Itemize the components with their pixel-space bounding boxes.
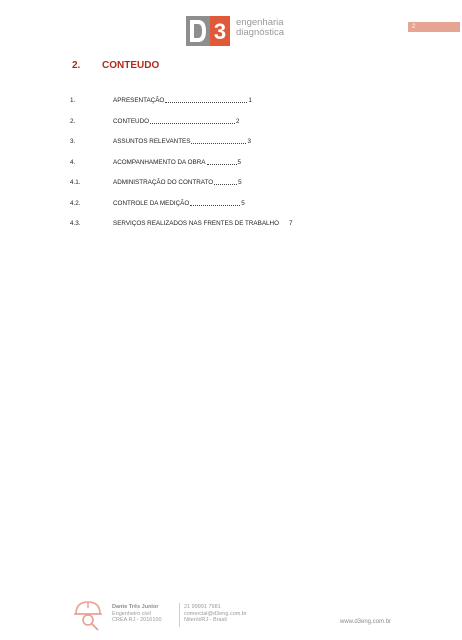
toc-entry[interactable] xyxy=(70,137,370,158)
helmet-magnifier-icon xyxy=(70,596,106,632)
toc-entry[interactable] xyxy=(70,158,370,179)
footer-person xyxy=(112,604,162,624)
toc-entry-page: 5 xyxy=(238,179,242,186)
toc-entry-text xyxy=(113,96,252,105)
toc-entry-text xyxy=(113,137,251,146)
toc-entry-label: ASSUNTOS RELEVANTES xyxy=(113,138,191,145)
toc-entry[interactable] xyxy=(70,96,370,117)
toc-leader-dots xyxy=(214,178,237,185)
toc-entry[interactable] xyxy=(70,219,370,240)
toc-entry-page: 2 xyxy=(236,117,240,125)
toc-entry-label: CONTEUDO xyxy=(113,117,150,125)
table-of-contents xyxy=(70,96,370,240)
toc-entry-text xyxy=(113,117,240,126)
toc-leader-dots xyxy=(280,219,288,225)
toc-entry-number: 3. xyxy=(70,138,76,145)
toc-entry-label: CONTROLE DA MEDIÇÃO xyxy=(113,199,190,207)
footer-phone: 21 99991 7981 xyxy=(184,604,221,610)
toc-entry-label: SERVIÇOS REALIZADOS NAS FRENTES DE TRABALHO xyxy=(113,220,279,227)
footer-credential: CREA RJ - 2016100 xyxy=(112,617,162,623)
logo-line-1: engenharia xyxy=(236,17,284,28)
toc-entry[interactable] xyxy=(70,178,370,199)
toc-leader-dots xyxy=(191,137,246,144)
company-logo xyxy=(186,14,306,48)
footer-name: Dante Três Junior xyxy=(112,604,159,610)
toc-entry-page: 1 xyxy=(248,97,252,104)
toc-entry-page: 3 xyxy=(247,138,251,145)
toc-entry-label: APRESENTAÇÃO xyxy=(113,97,165,104)
toc-entry-text xyxy=(113,199,245,208)
logo-wordmark xyxy=(236,18,284,38)
toc-entry[interactable] xyxy=(70,117,370,138)
toc-leader-dots xyxy=(190,199,240,206)
toc-entry[interactable] xyxy=(70,199,370,220)
footer-location: Niterói/RJ - Brasil xyxy=(184,617,227,623)
toc-entry-number: 1. xyxy=(70,97,76,104)
toc-entry-text xyxy=(113,158,241,167)
toc-entry-number: 2. xyxy=(70,117,76,125)
toc-entry-text xyxy=(113,178,242,187)
section-number: 2. xyxy=(72,60,81,71)
footer-contact xyxy=(184,604,247,624)
footer-email: comercial@d3eng.com.br xyxy=(184,610,247,617)
toc-entry-label: ACOMPANHAMENTO DA OBRA xyxy=(113,158,206,166)
toc-entry-number: 4.2. xyxy=(70,199,81,207)
toc-leader-dots xyxy=(207,158,237,165)
toc-entry-number: 4.1. xyxy=(70,179,81,186)
toc-entry-label: ADMINISTRAÇÃO DO CONTRATO xyxy=(113,179,214,186)
toc-entry-page: 7 xyxy=(288,220,293,227)
toc-entry-page: 5 xyxy=(241,199,245,207)
page-number-badge: 2 xyxy=(408,22,460,32)
toc-entry-number: 4.3. xyxy=(70,220,81,227)
footer-role: Engenheiro civil xyxy=(112,610,151,617)
svg-text:3: 3 xyxy=(213,19,227,44)
toc-leader-dots xyxy=(165,96,247,103)
footer-website: www.d3eng.com.br xyxy=(340,619,392,625)
d3-logo-icon xyxy=(186,14,232,48)
section-title: CONTEUDO xyxy=(102,60,160,71)
toc-entry-number: 4. xyxy=(70,158,76,166)
toc-entry-text xyxy=(113,219,293,228)
logo-line-2: diagnóstica xyxy=(236,27,285,38)
footer-divider xyxy=(179,603,180,627)
toc-leader-dots xyxy=(150,117,235,124)
toc-entry-page: 5 xyxy=(237,158,242,166)
